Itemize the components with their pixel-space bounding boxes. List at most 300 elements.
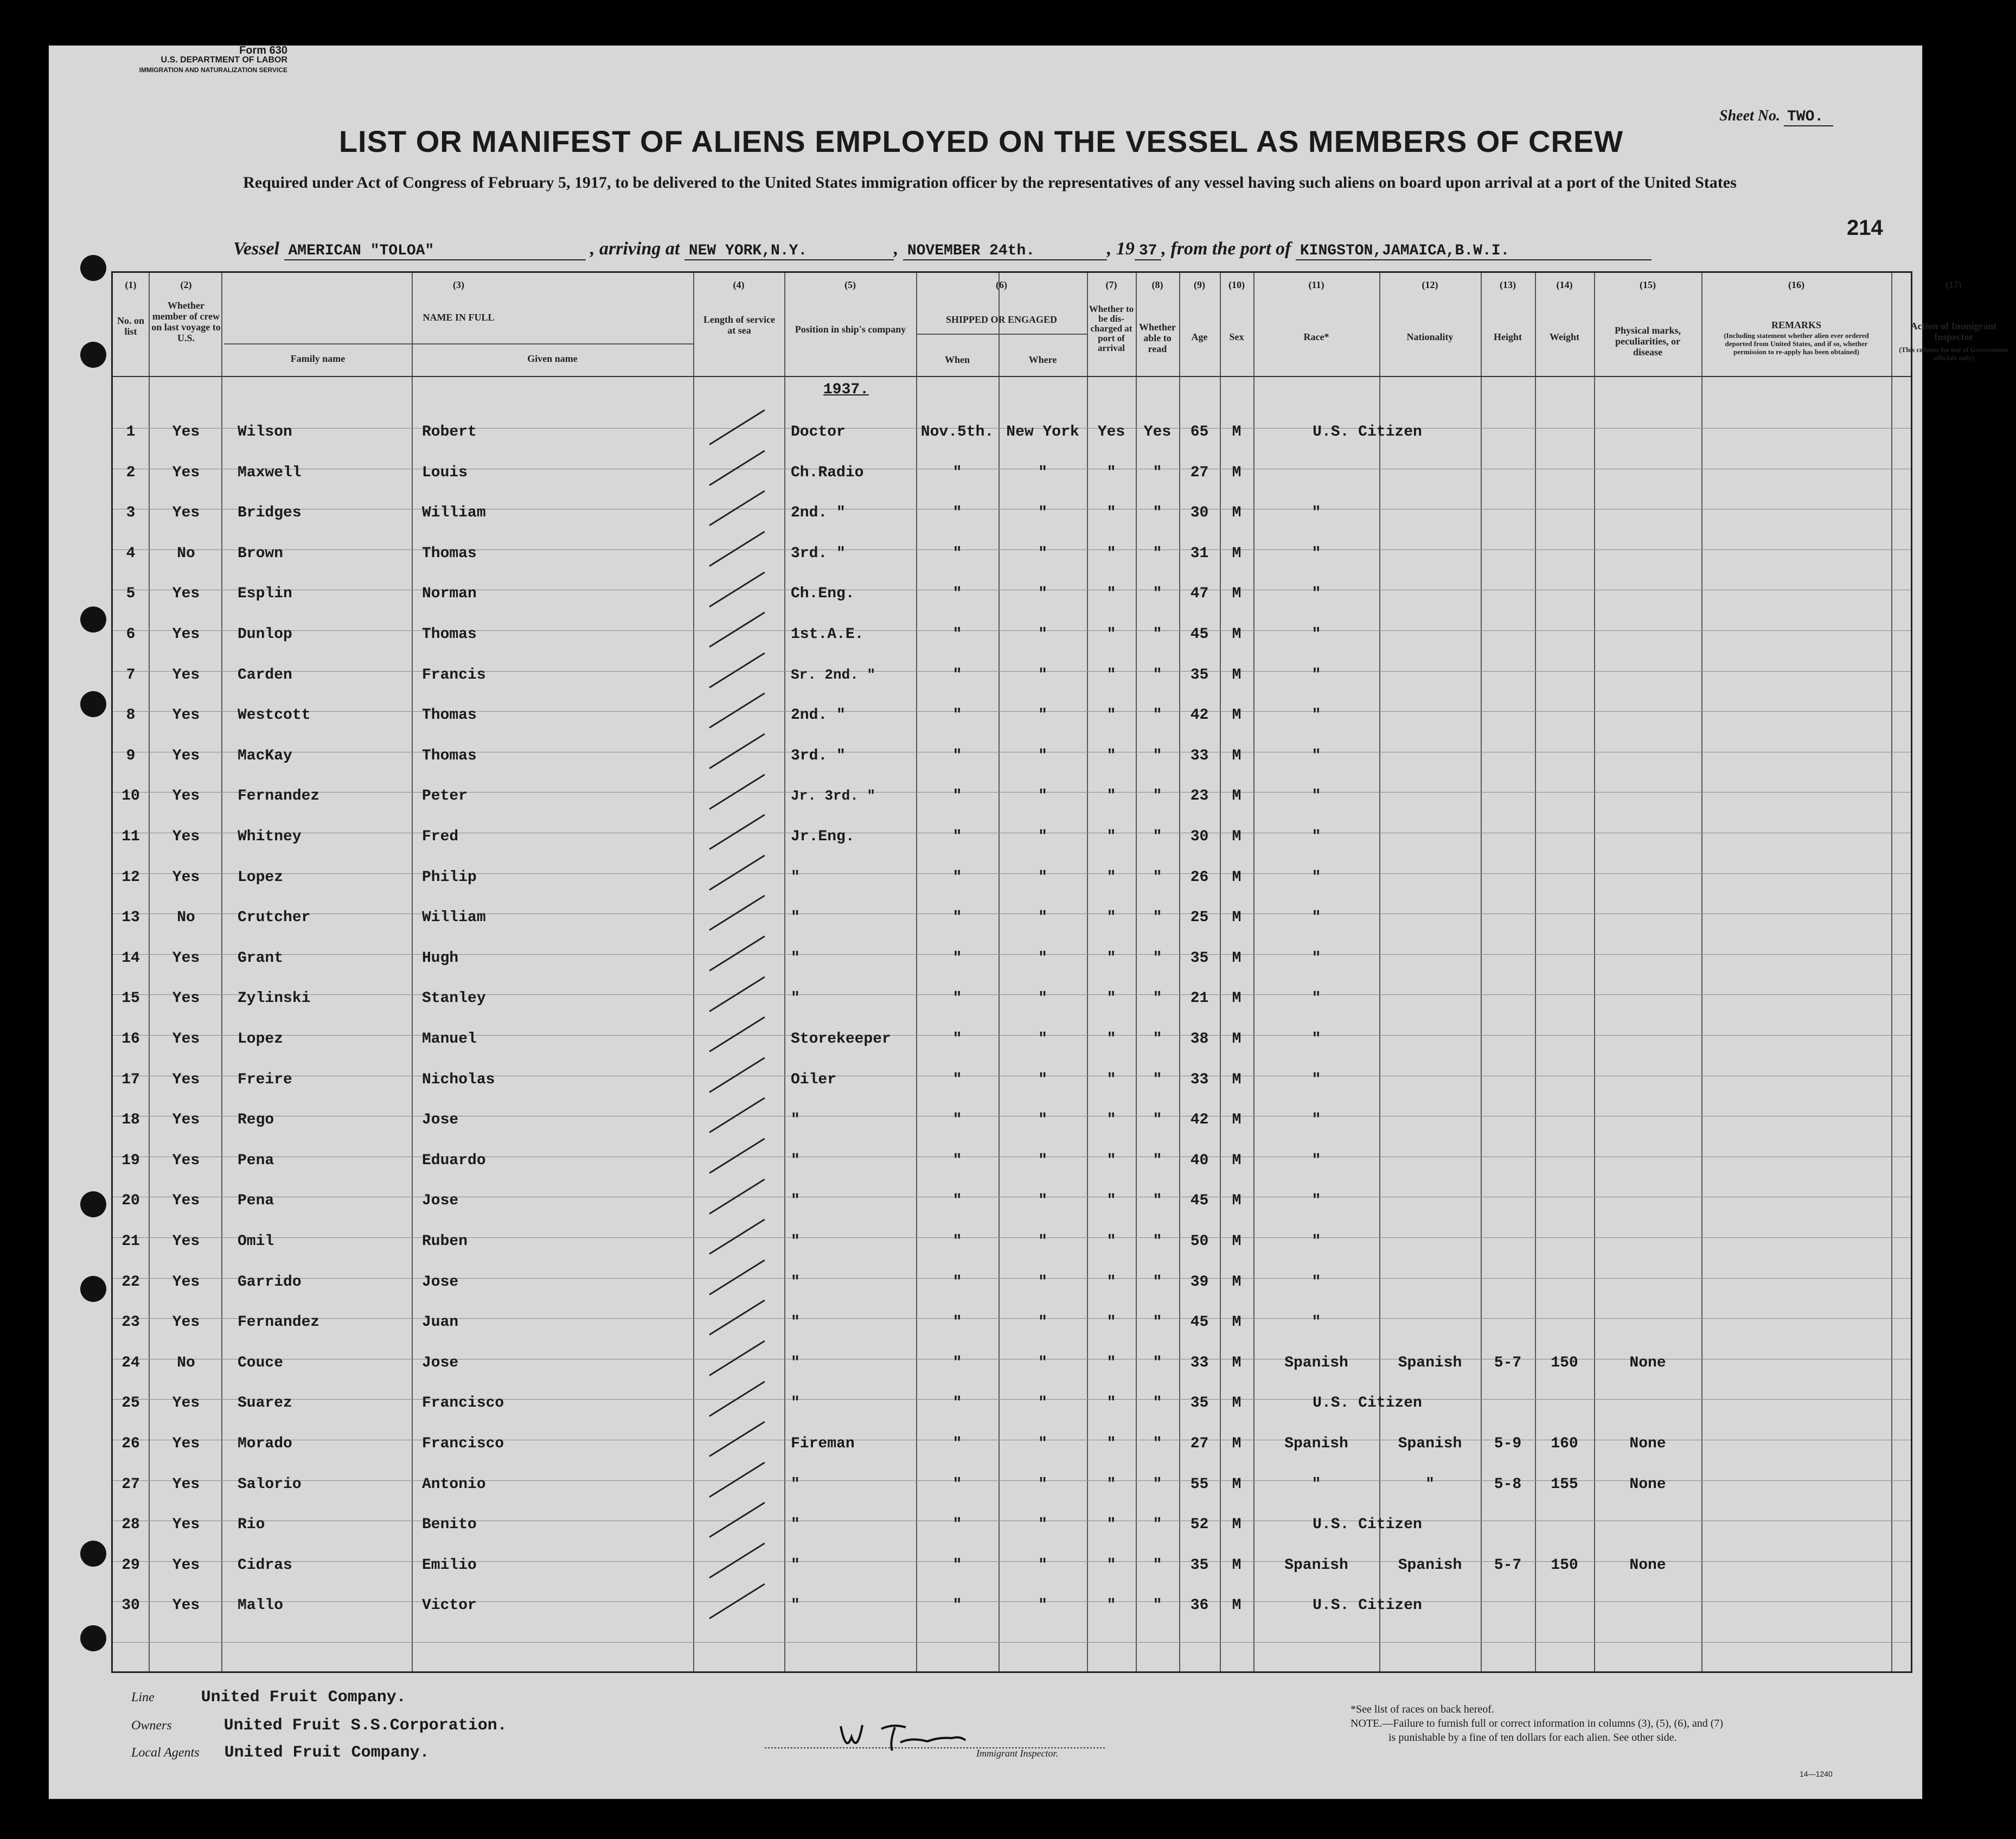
table-row bbox=[113, 869, 1911, 910]
read-cell: " bbox=[1153, 990, 1162, 1007]
discharged-cell: " bbox=[1106, 828, 1116, 845]
header-bottom-rule bbox=[113, 376, 1911, 377]
read-cell: " bbox=[1153, 1233, 1162, 1250]
table-row bbox=[113, 1071, 1911, 1112]
read-cell: " bbox=[1153, 1152, 1162, 1169]
where-cell: " bbox=[1038, 1273, 1047, 1291]
position-cell: 3rd. " bbox=[791, 545, 846, 562]
table-row bbox=[113, 788, 1911, 828]
col-discharged-header: Whether to be dis-charged at port of arrival bbox=[1089, 304, 1134, 353]
voyage-cell: Yes bbox=[172, 1192, 200, 1210]
read-cell: " bbox=[1153, 666, 1162, 684]
family-name-cell: Pena bbox=[238, 1192, 274, 1210]
read-cell: " bbox=[1153, 1314, 1162, 1331]
read-cell: " bbox=[1153, 747, 1162, 764]
position-cell: Oiler bbox=[791, 1071, 837, 1088]
table-row bbox=[113, 1031, 1911, 1071]
read-cell: " bbox=[1153, 869, 1162, 886]
given-name-cell: Stanley bbox=[422, 990, 486, 1007]
age-cell: 33 bbox=[1190, 1071, 1209, 1088]
given-name-cell: William bbox=[422, 505, 486, 522]
note-penalty: NOTE.—Failure to furnish full or correct information in columns (3), (5), (6), and (7) bbox=[1351, 1717, 1724, 1729]
discharged-cell: " bbox=[1106, 1273, 1116, 1291]
row-number: 6 bbox=[126, 626, 136, 643]
race-cell: " bbox=[1311, 869, 1321, 886]
from-label: , from the port of bbox=[1161, 239, 1291, 259]
read-cell: " bbox=[1153, 1597, 1162, 1614]
discharged-cell: " bbox=[1106, 1354, 1116, 1371]
age-cell: 50 bbox=[1190, 1233, 1209, 1250]
voyage-cell: Yes bbox=[172, 1112, 200, 1129]
voyage-cell: Yes bbox=[172, 1152, 200, 1169]
race-cell: Spanish bbox=[1284, 1556, 1348, 1574]
row-number: 12 bbox=[121, 869, 140, 886]
sex-cell: M bbox=[1232, 788, 1241, 805]
col-3-number: (3) bbox=[453, 279, 464, 290]
where-cell: " bbox=[1038, 1516, 1047, 1534]
position-cell: " bbox=[791, 1192, 800, 1210]
where-cell: " bbox=[1038, 707, 1047, 724]
family-name-cell: Suarez bbox=[238, 1395, 292, 1412]
where-cell: " bbox=[1038, 545, 1047, 562]
row-number: 15 bbox=[121, 990, 140, 1007]
family-name-cell: Salorio bbox=[238, 1476, 302, 1493]
col-shipped-header: SHIPPED OR ENGAGED bbox=[945, 314, 1058, 325]
discharged-cell: " bbox=[1106, 1152, 1116, 1169]
table-row bbox=[113, 1152, 1911, 1193]
height-cell: 5-8 bbox=[1494, 1476, 1522, 1493]
table-row bbox=[113, 1476, 1911, 1517]
col-12-number: (12) bbox=[1422, 279, 1438, 290]
where-cell: " bbox=[1038, 1152, 1047, 1169]
family-name-cell: Rio bbox=[238, 1516, 265, 1534]
race-cell: " bbox=[1311, 828, 1321, 845]
family-name-cell: Freire bbox=[238, 1071, 292, 1088]
family-name-cell: Carden bbox=[238, 666, 292, 684]
read-cell: " bbox=[1153, 707, 1162, 724]
race-cell: " bbox=[1311, 1273, 1321, 1291]
discharged-cell: " bbox=[1106, 666, 1116, 684]
table-row bbox=[113, 828, 1911, 869]
voyage-cell: Yes bbox=[172, 1597, 200, 1614]
where-cell: " bbox=[1038, 1233, 1047, 1250]
weight-cell: 150 bbox=[1551, 1354, 1578, 1371]
year-prefix: , 19 bbox=[1106, 239, 1135, 259]
race-cell: Spanish bbox=[1284, 1435, 1348, 1452]
voyage-cell: Yes bbox=[172, 424, 200, 440]
given-name-cell: Jose bbox=[422, 1112, 459, 1129]
voyage-cell: Yes bbox=[172, 949, 200, 967]
col-11-number: (11) bbox=[1308, 279, 1324, 290]
discharged-cell: " bbox=[1106, 1476, 1116, 1493]
discharged-cell: " bbox=[1106, 909, 1116, 927]
row-number: 10 bbox=[121, 788, 140, 805]
col-9-number: (9) bbox=[1194, 279, 1205, 290]
marks-cell: None bbox=[1629, 1476, 1666, 1493]
read-cell: " bbox=[1153, 1395, 1162, 1412]
position-cell: 3rd. " bbox=[791, 747, 846, 764]
col-remarks-subheader: (Including statement whether alien ever ordered deported from United States, and if so, whether permission to re-apply has been obtained) bbox=[1724, 331, 1869, 356]
table-row bbox=[113, 1274, 1911, 1314]
given-name-cell: Eduardo bbox=[422, 1152, 486, 1169]
discharged-cell: " bbox=[1106, 1192, 1116, 1210]
weight-cell: 150 bbox=[1551, 1556, 1578, 1574]
row-number: 28 bbox=[121, 1516, 140, 1534]
col-remarks-header: REMARKS bbox=[1771, 320, 1821, 330]
sex-cell: M bbox=[1232, 1597, 1241, 1614]
given-name-cell: Francis bbox=[422, 666, 486, 684]
age-cell: 40 bbox=[1190, 1152, 1209, 1169]
row-number: 1 bbox=[126, 424, 136, 440]
given-name-cell: Nicholas bbox=[422, 1071, 495, 1088]
sex-cell: M bbox=[1232, 1314, 1241, 1331]
vessel-line: Vessel AMERICAN "TOLOA" , arriving at NEW YORK,N.Y. , NOVEMBER 24th. , 19 37 , from the port of KINGSTON,JAMAICA,B.W.I. bbox=[233, 239, 1652, 260]
race-cell: " bbox=[1311, 1031, 1321, 1048]
read-cell: " bbox=[1153, 626, 1162, 643]
read-cell: " bbox=[1153, 1273, 1162, 1291]
race-cell: " bbox=[1311, 545, 1321, 562]
nationality-cell: Spanish bbox=[1398, 1556, 1462, 1574]
when-cell: " bbox=[952, 1516, 962, 1534]
where-cell: " bbox=[1038, 990, 1047, 1007]
row-number: 18 bbox=[121, 1112, 140, 1129]
arrival-date: NOVEMBER 24th. bbox=[903, 242, 1107, 260]
given-name-cell: Francisco bbox=[422, 1435, 504, 1452]
given-name-cell: Thomas bbox=[422, 626, 477, 643]
when-cell: " bbox=[952, 1152, 962, 1169]
family-name-cell: Omil bbox=[238, 1233, 274, 1250]
family-name-cell: Morado bbox=[238, 1435, 292, 1452]
where-cell: " bbox=[1038, 585, 1047, 603]
age-cell: 26 bbox=[1190, 869, 1209, 886]
family-name-cell: Crutcher bbox=[238, 909, 311, 927]
sex-cell: M bbox=[1232, 464, 1241, 481]
row-number: 27 bbox=[121, 1476, 140, 1493]
note-races: *See list of races on back hereof. bbox=[1351, 1703, 1494, 1715]
position-cell: " bbox=[791, 1152, 800, 1169]
when-cell: " bbox=[952, 1395, 962, 1412]
voyage-cell: Yes bbox=[172, 788, 200, 805]
row-number: 9 bbox=[126, 747, 136, 764]
age-cell: 45 bbox=[1190, 1314, 1209, 1331]
line-value: United Fruit Company. bbox=[201, 1688, 406, 1707]
vessel-label: Vessel bbox=[233, 239, 279, 259]
given-name-cell: Thomas bbox=[422, 545, 477, 562]
when-cell: " bbox=[952, 545, 962, 562]
race-cell: " bbox=[1311, 1233, 1321, 1250]
where-cell: " bbox=[1038, 1314, 1047, 1331]
age-cell: 35 bbox=[1190, 666, 1209, 684]
read-cell: " bbox=[1153, 585, 1162, 603]
discharged-cell: " bbox=[1106, 869, 1116, 886]
race-cell: " bbox=[1311, 707, 1321, 724]
read-cell: " bbox=[1153, 1112, 1162, 1129]
family-name-cell: Pena bbox=[238, 1152, 274, 1169]
given-name-cell: Hugh bbox=[422, 949, 459, 967]
position-cell: " bbox=[791, 1556, 800, 1574]
read-cell: " bbox=[1153, 505, 1162, 522]
discharged-cell: " bbox=[1106, 545, 1116, 562]
family-name-cell: Garrido bbox=[238, 1273, 302, 1291]
read-cell: " bbox=[1153, 1071, 1162, 1088]
read-cell: " bbox=[1153, 545, 1162, 562]
col-13-number: (13) bbox=[1500, 279, 1516, 290]
when-cell: Nov.5th. bbox=[920, 424, 994, 440]
race-cell: " bbox=[1311, 1476, 1321, 1493]
nationality-cell: " bbox=[1425, 1476, 1435, 1493]
row-number: 13 bbox=[121, 909, 140, 927]
where-cell: " bbox=[1038, 1031, 1047, 1048]
where-cell: " bbox=[1038, 1395, 1047, 1412]
voyage-cell: Yes bbox=[172, 1031, 200, 1048]
discharged-cell: " bbox=[1106, 1516, 1116, 1534]
discharged-cell: " bbox=[1106, 1435, 1116, 1452]
table-row bbox=[113, 950, 1911, 991]
family-name-cell: Fernandez bbox=[238, 1314, 320, 1331]
family-name-cell: Couce bbox=[238, 1354, 284, 1371]
table-row bbox=[113, 1597, 1911, 1638]
position-cell: " bbox=[791, 1354, 800, 1371]
row-number: 29 bbox=[121, 1556, 140, 1574]
family-name-cell: MacKay bbox=[238, 747, 292, 764]
position-cell: " bbox=[791, 1273, 800, 1291]
race-cell: " bbox=[1311, 505, 1321, 522]
family-name-cell: Lopez bbox=[238, 1031, 284, 1048]
form-print-number: 14—1240 bbox=[1800, 1770, 1833, 1778]
discharged-cell: " bbox=[1106, 1395, 1116, 1412]
voyage-cell: Yes bbox=[172, 1071, 200, 1088]
row-number: 25 bbox=[121, 1395, 140, 1412]
when-cell: " bbox=[952, 1071, 962, 1088]
table-row bbox=[113, 505, 1911, 545]
row-number: 30 bbox=[121, 1597, 140, 1614]
discharged-cell: " bbox=[1106, 990, 1116, 1007]
agents-field bbox=[131, 1744, 430, 1762]
when-cell: " bbox=[952, 1314, 962, 1331]
discharged-cell: " bbox=[1106, 464, 1116, 481]
col-action-header: Action of Immigrant Inspector bbox=[1910, 321, 1997, 342]
line-field bbox=[131, 1688, 406, 1707]
when-cell: " bbox=[952, 1354, 962, 1371]
read-cell: " bbox=[1153, 1031, 1162, 1048]
read-cell: " bbox=[1153, 1435, 1162, 1452]
weight-cell: 160 bbox=[1551, 1435, 1578, 1452]
position-cell: Sr. 2nd. " bbox=[791, 666, 876, 683]
sex-cell: M bbox=[1232, 1112, 1241, 1129]
header-rule bbox=[916, 334, 1087, 335]
voyage-cell: Yes bbox=[172, 747, 200, 764]
sex-cell: M bbox=[1232, 1476, 1241, 1493]
given-name-cell: Antonio bbox=[422, 1476, 486, 1493]
sex-cell: M bbox=[1232, 949, 1241, 967]
where-cell: " bbox=[1038, 747, 1047, 764]
sex-cell: M bbox=[1232, 1354, 1241, 1371]
position-cell: Ch.Eng. bbox=[791, 585, 855, 603]
given-name-cell: Emilio bbox=[422, 1556, 477, 1574]
col-action-subheader: (This column for use of Government officials only) bbox=[1899, 346, 2008, 362]
given-name-cell: Jose bbox=[422, 1273, 459, 1291]
when-cell: " bbox=[952, 949, 962, 967]
where-cell: " bbox=[1038, 666, 1047, 684]
when-cell: " bbox=[952, 626, 962, 643]
discharged-cell: " bbox=[1106, 585, 1116, 603]
row-number: 14 bbox=[121, 949, 140, 967]
voyage-cell: Yes bbox=[172, 1233, 200, 1250]
vessel-name: AMERICAN "TOLOA" bbox=[284, 242, 586, 260]
read-cell: " bbox=[1153, 949, 1162, 967]
sex-cell: M bbox=[1232, 585, 1241, 603]
family-name-cell: Wilson bbox=[238, 424, 292, 440]
table-row bbox=[113, 667, 1911, 707]
given-name-cell: Robert bbox=[422, 424, 477, 440]
table-row bbox=[113, 707, 1911, 748]
discharged-cell: " bbox=[1106, 1031, 1116, 1048]
race-cell: " bbox=[1311, 1152, 1321, 1169]
where-cell: " bbox=[1038, 1112, 1047, 1129]
race-cell: " bbox=[1311, 1192, 1321, 1210]
discharged-cell: " bbox=[1106, 1314, 1116, 1331]
race-cell: " bbox=[1311, 990, 1321, 1007]
age-cell: 39 bbox=[1190, 1273, 1209, 1291]
position-cell: " bbox=[791, 1476, 800, 1493]
table-row bbox=[113, 1557, 1911, 1598]
row-number: 22 bbox=[121, 1273, 140, 1291]
where-cell: " bbox=[1038, 788, 1047, 805]
race-cell: " bbox=[1311, 788, 1321, 805]
discharged-cell: " bbox=[1106, 747, 1116, 764]
col-15-number: (15) bbox=[1640, 279, 1656, 290]
voyage-cell: No bbox=[177, 1354, 195, 1371]
header-rule bbox=[224, 343, 693, 344]
age-cell: 25 bbox=[1190, 909, 1209, 927]
given-name-cell: Fred bbox=[422, 828, 459, 845]
read-cell: " bbox=[1153, 1556, 1162, 1574]
departure-port: KINGSTON,JAMAICA,B.W.I. bbox=[1296, 242, 1652, 260]
race-cell: " bbox=[1311, 585, 1321, 603]
owners-label: Owners bbox=[131, 1719, 172, 1733]
when-cell: " bbox=[952, 869, 962, 886]
given-name-cell: Benito bbox=[422, 1516, 477, 1534]
height-cell: 5-7 bbox=[1494, 1354, 1522, 1371]
when-cell: " bbox=[952, 1556, 962, 1574]
position-cell: Fireman bbox=[791, 1435, 855, 1452]
row-number: 17 bbox=[121, 1071, 140, 1088]
col-16-number: (16) bbox=[1788, 279, 1804, 290]
where-cell: " bbox=[1038, 909, 1047, 927]
table-row bbox=[113, 1435, 1911, 1476]
nationality-cell: Spanish bbox=[1398, 1435, 1462, 1452]
position-cell: " bbox=[791, 1597, 800, 1614]
agents-label: Local Agents bbox=[131, 1746, 200, 1760]
position-cell: Ch.Radio bbox=[791, 464, 864, 481]
where-cell: " bbox=[1038, 1476, 1047, 1493]
age-cell: 42 bbox=[1190, 1112, 1209, 1129]
discharged-cell: " bbox=[1106, 626, 1116, 643]
voyage-cell: Yes bbox=[172, 666, 200, 684]
race-cell: U.S. Citizen bbox=[1313, 1516, 1422, 1534]
voyage-cell: Yes bbox=[172, 869, 200, 886]
table-row bbox=[113, 909, 1911, 950]
sex-cell: M bbox=[1232, 1556, 1241, 1574]
form-identifier bbox=[71, 46, 287, 75]
col-6-number: (6) bbox=[996, 279, 1007, 290]
col-14-number: (14) bbox=[1556, 279, 1573, 290]
row-number: 4 bbox=[126, 545, 136, 562]
position-cell: " bbox=[791, 1112, 800, 1129]
when-cell: " bbox=[952, 1233, 962, 1250]
col-8-number: (8) bbox=[1151, 279, 1163, 290]
col-service-header: Length of service at sea bbox=[703, 314, 775, 336]
where-cell: " bbox=[1038, 949, 1047, 967]
family-name-cell: Dunlop bbox=[238, 626, 292, 643]
col-where-header: Where bbox=[1028, 354, 1057, 365]
voyage-cell: Yes bbox=[172, 464, 200, 481]
where-cell: " bbox=[1038, 1556, 1047, 1574]
table-row bbox=[113, 1395, 1911, 1435]
age-cell: 38 bbox=[1190, 1031, 1209, 1048]
table-row bbox=[113, 464, 1911, 505]
owners-value: United Fruit S.S.Corporation. bbox=[223, 1716, 507, 1735]
sex-cell: M bbox=[1232, 1071, 1241, 1088]
family-name-cell: Mallo bbox=[238, 1597, 284, 1614]
sex-cell: M bbox=[1232, 869, 1241, 886]
where-cell: " bbox=[1038, 1435, 1047, 1452]
age-cell: 36 bbox=[1190, 1597, 1209, 1614]
race-cell: " bbox=[1311, 949, 1321, 967]
when-cell: " bbox=[952, 1112, 962, 1129]
discharged-cell: " bbox=[1106, 949, 1116, 967]
col-4-number: (4) bbox=[733, 279, 745, 290]
voyage-cell: No bbox=[177, 909, 195, 927]
race-cell: " bbox=[1311, 909, 1321, 927]
where-cell: " bbox=[1038, 869, 1047, 886]
col-nationality-header: Nationality bbox=[1406, 331, 1454, 342]
sex-cell: M bbox=[1232, 666, 1241, 684]
agents-value: United Fruit Company. bbox=[224, 1744, 430, 1762]
voyage-cell: Yes bbox=[172, 585, 200, 603]
note-penalty-2: is punishable by a fine of ten dollars for each alien. See other side. bbox=[1388, 1732, 1677, 1744]
family-name-cell: Fernandez bbox=[238, 788, 320, 805]
sheet-label: Sheet No. bbox=[1719, 107, 1780, 124]
given-name-cell: Peter bbox=[422, 788, 468, 805]
when-cell: " bbox=[952, 990, 962, 1007]
family-name-cell: Brown bbox=[238, 545, 284, 562]
table-row bbox=[113, 545, 1911, 586]
discharged-cell: " bbox=[1106, 1597, 1116, 1614]
family-name-cell: Grant bbox=[238, 949, 284, 967]
discharged-cell: " bbox=[1106, 505, 1116, 522]
race-cell: " bbox=[1311, 1071, 1321, 1088]
col-voyage-header: Whether member of crew on last voyage to U.S. bbox=[151, 300, 221, 343]
voyage-cell: Yes bbox=[172, 1476, 200, 1493]
discharged-cell: Yes bbox=[1097, 424, 1125, 440]
when-cell: " bbox=[952, 1273, 962, 1291]
row-number: 2 bbox=[126, 464, 136, 481]
age-cell: 47 bbox=[1190, 585, 1209, 603]
age-cell: 42 bbox=[1190, 707, 1209, 724]
sex-cell: M bbox=[1232, 747, 1241, 764]
sex-cell: M bbox=[1232, 1395, 1241, 1412]
page-title: LIST OR MANIFEST OF ALIENS EMPLOYED ON THE VESSEL AS MEMBERS OF CREW bbox=[338, 124, 1624, 158]
read-cell: " bbox=[1153, 1476, 1162, 1493]
sex-cell: M bbox=[1232, 1233, 1241, 1250]
family-name-cell: Cidras bbox=[238, 1556, 292, 1574]
age-cell: 55 bbox=[1190, 1476, 1209, 1493]
given-name-cell: William bbox=[422, 909, 486, 927]
where-cell: " bbox=[1038, 1597, 1047, 1614]
voyage-cell: Yes bbox=[172, 1273, 200, 1291]
discharged-cell: " bbox=[1106, 707, 1116, 724]
